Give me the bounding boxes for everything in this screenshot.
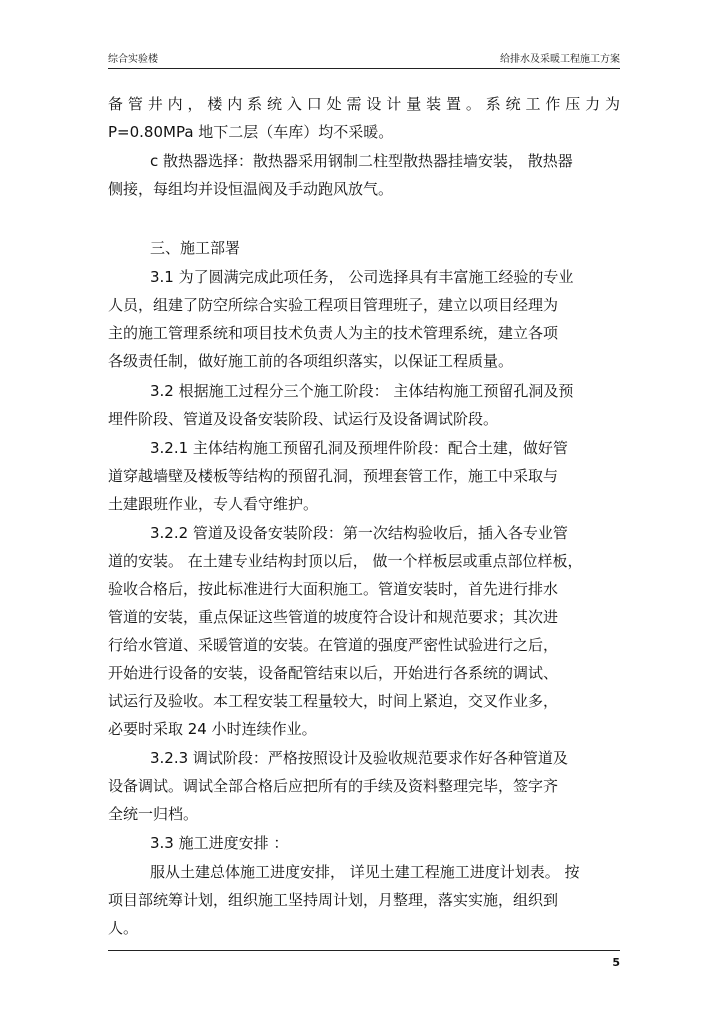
- header-left-title: 综合实验楼: [108, 54, 158, 65]
- section-heading: 三、施工部署: [150, 239, 241, 257]
- footer-divider: [108, 950, 620, 951]
- body-line: 项目部统筹计划，组织施工坚持周计划，月整理，落实实施，组织到: [108, 891, 559, 909]
- body-line: 3.1 为了圆满完成此项任务， 公司选择具有丰富施工经验的专业: [150, 268, 574, 286]
- body-line: 土建跟班作业，专人看守维护。: [108, 495, 319, 513]
- body-line: 道穿越墙壁及楼板等结构的预留孔洞，预埋套管工作，施工中采取与: [108, 467, 559, 485]
- body-line: 主的施工管理系统和项目技术负责人为主的技术管理系统，建立各项: [108, 324, 559, 342]
- body-line: 侧接，每组均并设恒温阀及手动跑风放气。: [108, 180, 394, 198]
- body-line: 人。: [108, 919, 139, 937]
- body-line: 3.2 根据施工过程分三个施工阶段： 主体结构施工预留孔洞及预: [150, 382, 574, 400]
- body-line: 埋件阶段、管道及设备安装阶段、试运行及设备调试阶段。: [108, 410, 499, 428]
- body-line: 备 管 井 内 ， 楼 内 系 统 入 口 处 需 设 计 量 装 置 。 系 统 工 作 压 力 为: [108, 95, 620, 113]
- body-line: 各级责任制，做好施工前的各项组织落实，以保证工程质量。: [108, 352, 514, 370]
- header-right-title: 给排水及采暖工程施工方案: [500, 54, 620, 65]
- body-line: 服从土建总体施工进度安排， 详见土建工程施工进度计划表。 按: [150, 863, 580, 881]
- body-line: 3.2.3 调试阶段：严格按照设计及验收规范要求作好各种管道及: [150, 749, 568, 767]
- body-line: 3.3 施工进度安排 ：: [150, 834, 289, 852]
- body-line: 3.2.1 主体结构施工预留孔洞及预埋件阶段：配合土建，做好管: [150, 439, 568, 457]
- body-line: P=0.80MPa 地下二层（车库）均不采暖。: [108, 123, 394, 141]
- page-header: [108, 50, 620, 70]
- body-line: 管道的安装，重点保证这些管道的坡度符合设计和规范要求；其次进: [108, 608, 559, 626]
- body-line: 验收合格后，按此标准进行大面积施工。管道安装时，首先进行排水: [108, 580, 559, 598]
- body-line: 全统一归档。: [108, 805, 199, 823]
- body-line: 必要时采取 24 小时连续作业。: [108, 720, 317, 738]
- body-line: c 散热器选择：散热器采用钢制二柱型散热器挂墙安装， 散热器: [150, 152, 573, 170]
- body-line: 开始进行设备的安装，设备配管结束以后，开始进行各系统的调试、: [108, 664, 559, 682]
- body-line: 人员，组建了防空所综合实验工程项目管理班子，建立以项目经理为: [108, 296, 559, 314]
- header-divider: [108, 68, 620, 69]
- body-line: 行给水管道、采暖管道的安装。在管道的强度严密性试验进行之后，: [108, 636, 559, 654]
- body-line: 设备调试。调试全部合格后应把所有的手续及资料整理完毕，签字齐: [108, 777, 559, 795]
- page-number: 5: [612, 956, 620, 969]
- body-line: 试运行及验收。本工程安装工程量较大，时间上紧迫，交叉作业多，: [108, 692, 559, 710]
- body-line: 3.2.2 管道及设备安装阶段：第一次结构验收后，插入各专业管: [150, 524, 568, 542]
- body-line: 道的安装。 在土建专业结构封顶以后， 做一个样板层或重点部位样板，: [108, 552, 583, 570]
